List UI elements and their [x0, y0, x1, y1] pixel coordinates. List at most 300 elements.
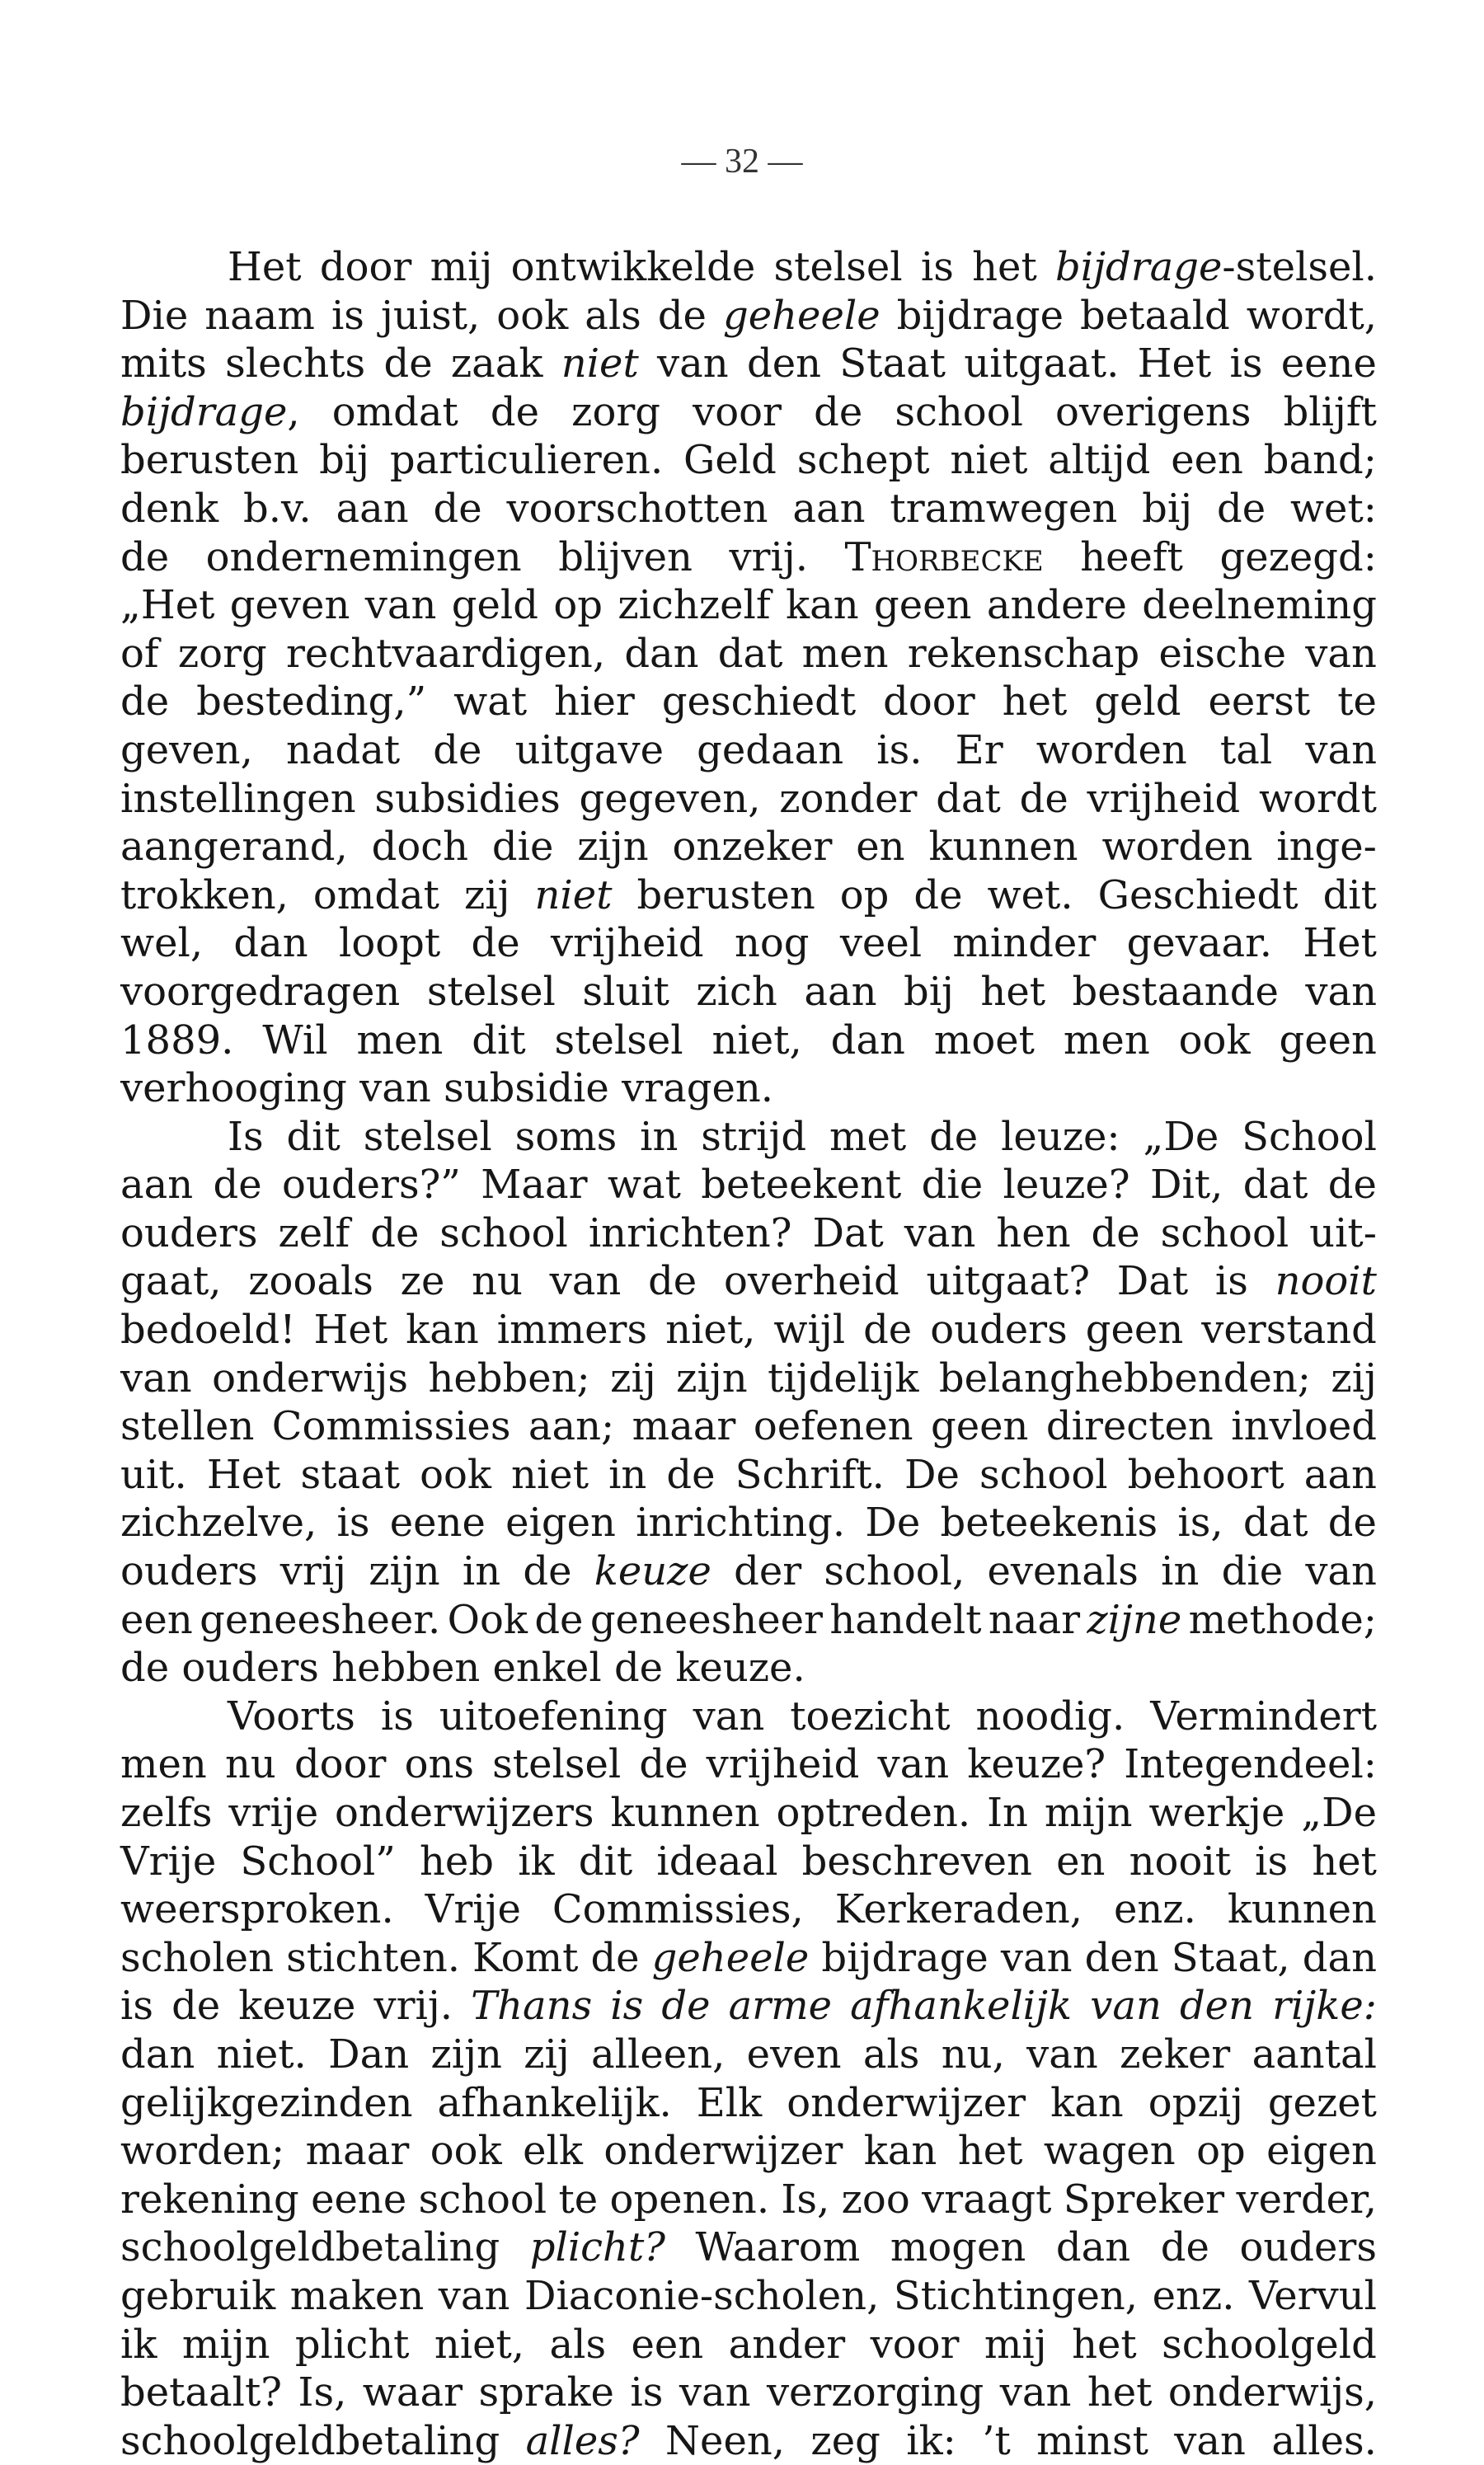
word [707, 1740, 860, 1789]
text-run: worden [1036, 726, 1187, 773]
text-run: kan [786, 582, 859, 629]
text-run: van [1305, 1548, 1377, 1595]
word [585, 292, 641, 340]
text-run: is, [1177, 1500, 1223, 1547]
word [582, 968, 669, 1017]
text-run: eene [389, 1500, 486, 1547]
text-run: dan [1302, 1934, 1377, 1981]
word [430, 2031, 501, 2079]
italic-text: van [1090, 1983, 1162, 2030]
text-run: Dat [1116, 1258, 1189, 1305]
word [1305, 968, 1377, 1017]
text-run: stichten. [286, 1934, 461, 1981]
text-run: ouders [120, 1209, 258, 1256]
word [1259, 775, 1377, 824]
word [425, 1885, 521, 1934]
word [1228, 1885, 1377, 1934]
word [922, 1161, 983, 1209]
word [434, 485, 482, 533]
text-run: vrijheid [550, 920, 704, 967]
word [1150, 1161, 1223, 1209]
word [214, 1161, 262, 1209]
text-run: veel [839, 920, 923, 967]
text-run: door [319, 244, 412, 290]
word [1128, 1451, 1284, 1500]
word [939, 1355, 1311, 1403]
word [370, 1209, 419, 1258]
word [792, 485, 865, 533]
text-run: zorg [571, 388, 661, 435]
text-run: overigens [1055, 388, 1252, 435]
text-line [120, 1209, 1377, 1258]
word [1236, 2176, 1377, 2224]
text-run: stelsel [363, 1113, 492, 1160]
text-run: vrije [228, 1790, 319, 1836]
word [631, 2321, 703, 2369]
word [712, 1017, 802, 1065]
word [734, 1547, 801, 1596]
word [1001, 1934, 1073, 1983]
text-run: eigen [1266, 2128, 1377, 2175]
text-run: school [418, 2176, 547, 2223]
text-run: „Het [120, 582, 215, 629]
word [228, 243, 302, 292]
text-run: ouders [120, 1548, 258, 1595]
text-run: als [862, 2031, 920, 2078]
text-line [120, 1402, 1377, 1451]
text-run: de [171, 1983, 221, 2030]
text-run: kunnen [1227, 1886, 1377, 1933]
word [120, 1838, 216, 1886]
text-run: gezegd: [1219, 533, 1377, 580]
text-run: immers [496, 1307, 648, 1354]
text-run: voor [870, 2321, 960, 2368]
text-run: dan [624, 630, 699, 677]
word [603, 2127, 843, 2176]
word [1090, 1982, 1162, 2031]
word [701, 1161, 901, 1209]
word [120, 775, 356, 824]
text-run: een [1171, 437, 1243, 484]
text-run: de [1327, 1162, 1377, 1209]
word [1174, 2417, 1246, 2465]
text-run: mogen [890, 2224, 1026, 2271]
word [120, 1740, 207, 1789]
word [286, 1934, 460, 1983]
word [492, 1740, 621, 1789]
word [240, 1838, 395, 1886]
text-run: belanghebbenden; [938, 1355, 1311, 1402]
word [723, 292, 881, 340]
word [718, 630, 783, 678]
word [754, 1402, 913, 1451]
text-run: als [585, 292, 641, 339]
text-run: Elk [696, 2079, 763, 2126]
text-run: ons [404, 1741, 475, 1788]
word [608, 1161, 681, 1209]
word [120, 2223, 500, 2272]
text-line [120, 775, 1377, 824]
text-run: ik [120, 2321, 157, 2368]
text-run: plicht [294, 2321, 410, 2368]
text-run: uitgaat? [926, 1258, 1090, 1305]
text-run: geneesheer. [200, 1596, 441, 1643]
word [987, 581, 1127, 630]
word [810, 2417, 880, 2465]
word [941, 1499, 1158, 1547]
word [452, 581, 538, 630]
text-run: betaalt? [120, 2369, 283, 2416]
text-run: rechtvaardigen, [285, 630, 606, 677]
word [1281, 340, 1377, 388]
word [864, 2127, 937, 2176]
text-run: Dat [812, 1209, 884, 1256]
text-run: onderwijzer [787, 2079, 1026, 2126]
word [120, 2272, 275, 2321]
text-run: of [120, 630, 159, 677]
word [282, 1161, 461, 1209]
text-run: staat [300, 1451, 400, 1498]
text-run: is [630, 2369, 664, 2416]
word [1222, 1547, 1283, 1596]
text-run: kunnen [610, 1790, 760, 1836]
text-run: ander [728, 2321, 846, 2368]
word [212, 1355, 408, 1403]
text-run: „De [1143, 1113, 1219, 1160]
word [1272, 1982, 1377, 2031]
word [120, 436, 298, 485]
text-run: zijn [430, 2031, 502, 2078]
word [1209, 678, 1311, 726]
word [120, 1451, 187, 1500]
text-run: kan [406, 1307, 479, 1354]
text-run: wijl [773, 1307, 846, 1354]
text-run: vrij [279, 1548, 347, 1595]
word [120, 485, 218, 533]
word [639, 1740, 688, 1789]
text-run: is [336, 1500, 370, 1547]
italic-text: arme [728, 1983, 833, 2030]
text-run: eene [1280, 340, 1377, 387]
word [472, 1257, 523, 1306]
text-run: de [590, 1934, 640, 1981]
text-run: in [608, 1451, 647, 1498]
text-run: altijd [1048, 437, 1151, 484]
text-run: Het [1137, 340, 1212, 387]
word [492, 823, 553, 871]
text-run: maar [632, 1403, 736, 1450]
text-run: geneesheer [589, 1596, 823, 1643]
word [120, 1596, 193, 1645]
word [1046, 1402, 1214, 1451]
word [774, 243, 903, 292]
text-run: voorgedragen [120, 968, 401, 1015]
word [120, 1885, 394, 1934]
text-run: Integendeel: [1124, 1741, 1377, 1788]
word [1220, 726, 1272, 775]
text-run: de [913, 871, 963, 918]
text-run: stelsel [554, 1017, 683, 1063]
word [781, 2176, 829, 2224]
word [936, 775, 1001, 824]
word [1098, 871, 1298, 920]
text-run: eene [311, 2176, 407, 2223]
text-run: op [839, 871, 890, 918]
text-run: is [1229, 340, 1263, 387]
word [356, 1017, 443, 1065]
text-run: de [490, 388, 540, 435]
text-run: onderwijs [212, 1355, 408, 1402]
text-line [120, 726, 1377, 775]
word [206, 533, 522, 582]
text-run: inge- [1276, 824, 1377, 871]
text-run: geen [1085, 1307, 1184, 1354]
text-run: de ouders hebben enkel de keuze. [120, 1645, 805, 1692]
word [904, 1209, 976, 1258]
text-run: Vrije [425, 1886, 521, 1933]
word [1290, 485, 1377, 533]
text-run: moet [933, 1017, 1035, 1063]
text-run: Er [955, 726, 1003, 773]
text-run: Het [1303, 920, 1377, 967]
text-run: dan [1055, 2224, 1131, 2271]
text-line [120, 823, 1377, 871]
text-run: directen [1045, 1403, 1214, 1450]
text-line [120, 2127, 1377, 2176]
word [829, 1113, 906, 1162]
text-run: methode; [1188, 1596, 1377, 1643]
text-run: men [801, 630, 889, 677]
text-run: aan [792, 485, 866, 532]
text-run: is [1214, 1258, 1248, 1305]
text-run: de [433, 726, 482, 773]
word [1072, 2321, 1137, 2369]
word [365, 581, 437, 630]
text-run: hier [554, 678, 635, 725]
text-run: afhankelijk. [437, 2079, 672, 2126]
word [1120, 2031, 1230, 2079]
text-run: van [657, 340, 729, 387]
text-run: subsidies [374, 775, 561, 822]
word [1026, 2031, 1098, 2079]
text-run: nog [734, 920, 810, 967]
text-run: elk [523, 2128, 583, 2175]
word [383, 340, 432, 388]
text-run: toezicht [790, 1693, 951, 1740]
text-run: rekening [120, 2176, 299, 2223]
word [120, 581, 214, 630]
word [637, 871, 815, 920]
word [120, 2176, 299, 2224]
text-run: In [987, 1790, 1028, 1836]
text-run: slechts [225, 340, 366, 387]
word [381, 1693, 414, 1741]
word [1243, 1161, 1308, 1209]
word [1231, 1402, 1377, 1451]
text-run: Stichtingen, [893, 2272, 1139, 2319]
word [1050, 2079, 1124, 2128]
text-run: in [640, 1113, 679, 1160]
text-run: gelijkgezinden [120, 2079, 413, 2126]
text-run: ik: [906, 2417, 956, 2464]
text-run: school [439, 1209, 568, 1256]
text-run: die [1221, 1548, 1284, 1595]
text-run: school [895, 388, 1023, 435]
word [369, 1547, 439, 1596]
word [1323, 871, 1377, 920]
word [552, 1885, 804, 1934]
word [120, 2031, 195, 2079]
italic-text: den [1179, 1983, 1254, 2030]
text-run: school [979, 1451, 1108, 1498]
text-run: en [1056, 1838, 1106, 1885]
text-run: bestaande [1072, 968, 1279, 1015]
word [551, 919, 704, 968]
text-run: ik [518, 1838, 555, 1885]
text-run: niet, [434, 2321, 525, 2368]
text-run: van [1000, 1934, 1073, 1981]
text-run: van [120, 1355, 192, 1402]
text-run: verzorging [766, 2369, 984, 2416]
word [120, 533, 169, 582]
text-run: onderwijzer [603, 2128, 843, 2175]
italic-text: geheele [651, 1934, 810, 1981]
text-line [120, 1934, 1377, 1983]
word [430, 243, 493, 292]
word [904, 968, 954, 1017]
word [1087, 775, 1241, 824]
text-run: Waarom [695, 2224, 861, 2271]
text-run: optreden. [776, 1790, 971, 1836]
word [921, 243, 954, 292]
word [530, 2223, 665, 2272]
word [1331, 1355, 1377, 1403]
text-run: gevaar. [1126, 920, 1272, 967]
word [906, 2417, 956, 2465]
text-run: overheid [723, 1258, 899, 1305]
text-run: zelf [278, 1209, 350, 1256]
word [928, 823, 1078, 871]
text-run: van [693, 1693, 765, 1740]
word [262, 1017, 327, 1065]
text-run: Vrije [120, 1838, 217, 1885]
word [430, 2127, 502, 2176]
word [1275, 1257, 1377, 1306]
text-run: verstand [1201, 1307, 1377, 1354]
text-run: de [929, 1113, 979, 1160]
text-run: de [1327, 1500, 1377, 1547]
word [1304, 1451, 1377, 1500]
word [332, 388, 458, 437]
word [1056, 1838, 1105, 1886]
word [786, 581, 859, 630]
word [608, 1451, 646, 1500]
text-run: worden; [120, 2128, 285, 2175]
text-run: enz. [1152, 2272, 1235, 2319]
text-run: b.v. [242, 485, 312, 532]
text-run: vrij. [373, 1983, 453, 2030]
word [1114, 1885, 1196, 1934]
text-run: aan; [528, 1403, 615, 1450]
text-run: den [746, 340, 822, 387]
text-run: oefenen [753, 1403, 913, 1450]
text-run: men [1063, 1017, 1150, 1063]
text-line [120, 292, 1377, 340]
word [1087, 2369, 1153, 2417]
text-run: der [734, 1548, 802, 1595]
text-run: geen [1279, 1017, 1377, 1063]
text-line [120, 2031, 1377, 2079]
word [534, 1596, 583, 1645]
word [438, 2079, 672, 2128]
word [913, 871, 962, 920]
word [894, 2272, 1138, 2321]
text-run: Staat, [1171, 1934, 1290, 1981]
word [328, 2031, 409, 2079]
word [120, 726, 253, 775]
text-line [120, 340, 1377, 388]
word [1303, 1934, 1377, 1983]
text-run: Commissies, [552, 1886, 804, 1933]
word [890, 485, 1117, 533]
text-run: tramwegen [890, 485, 1118, 532]
word [1142, 581, 1377, 630]
text-run: dan [120, 2031, 195, 2078]
text-run: Neen, [665, 2417, 786, 2464]
text-line [120, 1838, 1377, 1886]
text-run: minder [952, 920, 1097, 967]
text-run: geven [229, 582, 350, 629]
text-run: alleen, [591, 2031, 726, 2078]
text-run: uitoefening [439, 1693, 668, 1740]
word [1219, 533, 1376, 582]
italic-text: niet [534, 871, 613, 918]
word [1168, 2369, 1377, 2417]
word [1003, 678, 1068, 726]
text-run: doch [371, 824, 469, 871]
word [301, 1451, 400, 1500]
word [934, 1017, 1035, 1065]
word [528, 1402, 614, 1451]
word [1328, 1161, 1377, 1209]
word [797, 436, 930, 485]
text-run: dit [472, 1017, 526, 1063]
text-run: Kerkeraden, [834, 1886, 1083, 1933]
word [1255, 1838, 1288, 1886]
text-run: ook [1178, 1017, 1251, 1063]
text-run: , [287, 388, 300, 435]
word [363, 2369, 463, 2417]
word [1055, 388, 1251, 437]
word [1301, 1789, 1377, 1838]
word [610, 1982, 643, 2031]
text-run: besteding,” [196, 678, 427, 725]
italic-text: bijdrage [1055, 244, 1223, 290]
word [295, 2321, 410, 2369]
word [693, 1693, 765, 1741]
text-run: van [999, 2369, 1072, 2416]
word [337, 1499, 370, 1547]
word [1305, 726, 1377, 775]
word [120, 2079, 413, 2128]
word [320, 243, 411, 292]
text-run: aantal [1252, 2031, 1377, 2078]
word [1085, 1934, 1159, 1983]
word [904, 1451, 960, 1500]
text-run: mijn [1044, 1790, 1133, 1836]
word [319, 436, 369, 485]
text-run: de [1160, 2224, 1209, 2271]
